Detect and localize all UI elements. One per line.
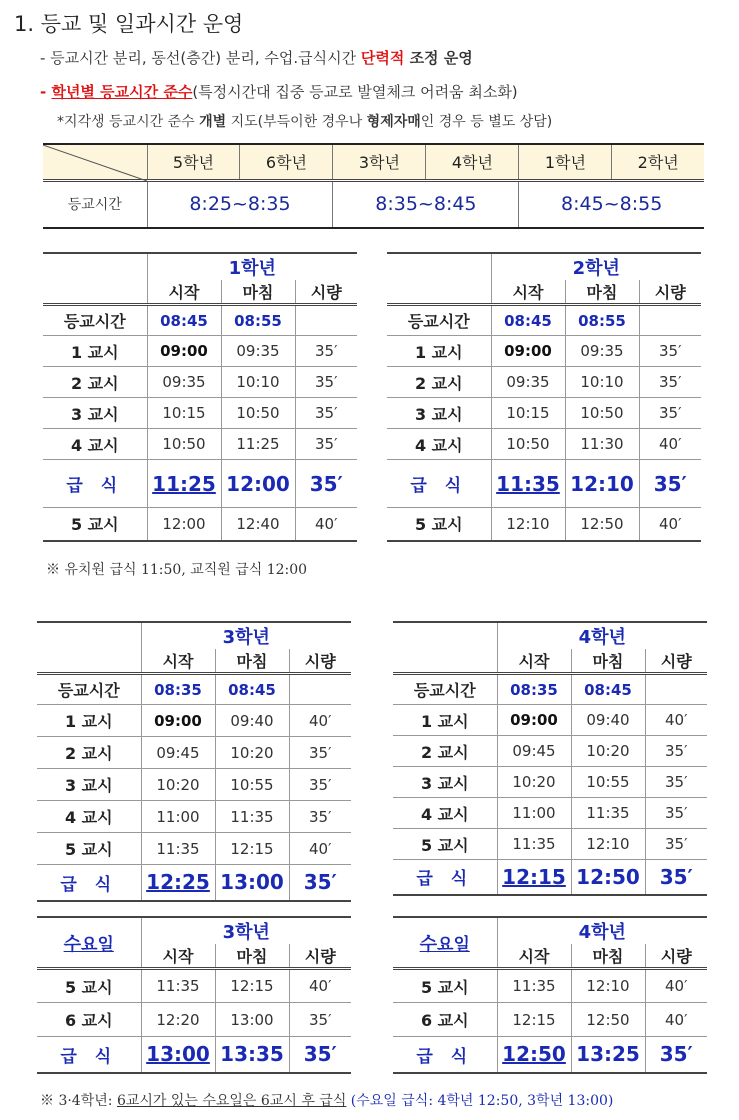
bullet-3-a: *지각생 등교시간 준수 bbox=[57, 114, 200, 130]
row-label: 5 교시 bbox=[393, 829, 497, 860]
col-start: 시작 bbox=[491, 280, 565, 305]
lunch-end: 13:00 bbox=[215, 865, 289, 901]
row-label: 등교시간 bbox=[387, 305, 491, 336]
cell-end: 09:40 bbox=[571, 705, 645, 736]
lunch-duration: 35′ bbox=[639, 460, 701, 508]
col-duration: 시량 bbox=[639, 280, 701, 305]
bullet-1 bbox=[40, 47, 473, 68]
row-label: 5 교시 bbox=[43, 508, 147, 541]
cell-end: 08:55 bbox=[221, 305, 295, 336]
col-duration: 시량 bbox=[289, 649, 351, 674]
cell-end: 10:50 bbox=[565, 398, 639, 429]
cell-start: 09:00 bbox=[497, 705, 571, 736]
lunch-label: 급 식 bbox=[393, 860, 497, 895]
lunch-duration: 35′ bbox=[645, 860, 707, 895]
wednesday-label bbox=[64, 935, 114, 955]
cell-duration: 40′ bbox=[289, 833, 351, 865]
cell-start: 10:20 bbox=[141, 769, 215, 801]
cell-start: 11:35 bbox=[497, 829, 571, 860]
grade3-schedule-table bbox=[37, 621, 351, 902]
cell-end: 08:45 bbox=[215, 674, 289, 705]
cell-end: 11:35 bbox=[215, 801, 289, 833]
bullet-3-d: 형제자매 bbox=[366, 114, 421, 130]
cell-duration: 40′ bbox=[639, 508, 701, 541]
cell-end: 10:20 bbox=[215, 737, 289, 769]
cell-duration: 40′ bbox=[639, 429, 701, 460]
row-label: 1 교시 bbox=[393, 705, 497, 736]
row-label: 등교시간 bbox=[43, 305, 147, 336]
bullet-1-tail: 조정 운영 bbox=[404, 49, 473, 67]
cell-end: 10:20 bbox=[571, 736, 645, 767]
grade-title: 3학년 bbox=[141, 622, 351, 649]
row-label: 5 교시 bbox=[37, 833, 141, 865]
row-label: 5 교시 bbox=[393, 969, 497, 1003]
cell-start: 09:00 bbox=[491, 336, 565, 367]
row-label: 1 교시 bbox=[387, 336, 491, 367]
col-duration: 시량 bbox=[289, 944, 351, 969]
bullet-2-emphasis: 학년별 등교시간 준수 bbox=[51, 83, 193, 101]
lunch-duration: 35′ bbox=[295, 460, 357, 508]
cell-duration: 35′ bbox=[295, 398, 357, 429]
wednesday-label-b: 요일 bbox=[81, 934, 114, 955]
cell-start: 09:45 bbox=[141, 737, 215, 769]
bullet-2-dash: - bbox=[40, 83, 52, 101]
cell-end: 13:00 bbox=[215, 1003, 289, 1037]
cell-duration: 40′ bbox=[289, 969, 351, 1003]
cell-end: 10:55 bbox=[215, 769, 289, 801]
col-duration: 시량 bbox=[295, 280, 357, 305]
cell-start: 11:00 bbox=[497, 798, 571, 829]
summary-grade: 6학년 bbox=[240, 144, 333, 180]
bullet-2 bbox=[40, 81, 518, 102]
cell-start: 11:35 bbox=[141, 969, 215, 1003]
lunch-label: 급 식 bbox=[37, 1037, 141, 1073]
cell-end: 10:10 bbox=[221, 367, 295, 398]
cell-start: 12:20 bbox=[141, 1003, 215, 1037]
lunch-start: 12:15 bbox=[497, 860, 571, 895]
cell-end: 10:50 bbox=[221, 398, 295, 429]
cell-start: 12:10 bbox=[491, 508, 565, 541]
summary-time: 8:35~8:45 bbox=[333, 180, 519, 228]
cell-start: 08:45 bbox=[491, 305, 565, 336]
cell-start: 10:15 bbox=[491, 398, 565, 429]
cell-end: 12:50 bbox=[565, 508, 639, 541]
col-duration: 시량 bbox=[645, 944, 707, 969]
summary-time: 8:45~8:55 bbox=[519, 180, 704, 228]
row-label: 5 교시 bbox=[387, 508, 491, 541]
col-end: 마침 bbox=[571, 649, 645, 674]
row-label: 등교시간 bbox=[37, 674, 141, 705]
cell-end: 12:15 bbox=[215, 969, 289, 1003]
col-end: 마침 bbox=[215, 649, 289, 674]
lunch-start: 12:25 bbox=[141, 865, 215, 901]
lunch-end: 12:10 bbox=[565, 460, 639, 508]
cell-start: 11:35 bbox=[141, 833, 215, 865]
cell-duration: 35′ bbox=[645, 736, 707, 767]
row-label: 3 교시 bbox=[43, 398, 147, 429]
wednesday-note-a: ※ 3·4학년: bbox=[40, 1093, 117, 1109]
cell-end: 09:35 bbox=[221, 336, 295, 367]
summary-grade: 5학년 bbox=[147, 144, 240, 180]
lunch-label: 급 식 bbox=[393, 1037, 497, 1073]
cell-start: 10:50 bbox=[147, 429, 221, 460]
wednesday-label-a: 수 bbox=[419, 933, 438, 955]
cell-duration bbox=[645, 674, 707, 705]
row-label: 3 교시 bbox=[37, 769, 141, 801]
summary-header-row bbox=[43, 144, 704, 180]
cell-duration: 35′ bbox=[639, 398, 701, 429]
cell-end: 10:55 bbox=[571, 767, 645, 798]
summary-grade: 3학년 bbox=[333, 144, 426, 180]
cell-duration: 35′ bbox=[639, 367, 701, 398]
cell-duration: 40′ bbox=[289, 705, 351, 737]
cell-start: 10:15 bbox=[147, 398, 221, 429]
wednesday-label-b: 요일 bbox=[437, 934, 470, 955]
bullet-1-emphasis: 단력적 bbox=[360, 49, 405, 67]
bullet-3-b: 개별 bbox=[199, 114, 227, 130]
col-start: 시작 bbox=[141, 944, 215, 969]
cell-start: 09:00 bbox=[141, 705, 215, 737]
row-label: 1 교시 bbox=[37, 705, 141, 737]
cell-duration: 35′ bbox=[295, 367, 357, 398]
cell-duration: 40′ bbox=[645, 1003, 707, 1037]
lunch-note: ※ 유치원 급식 11:50, 교직원 급식 12:00 bbox=[46, 562, 308, 578]
lunch-label: 급 식 bbox=[387, 460, 491, 508]
col-end: 마침 bbox=[215, 944, 289, 969]
cell-end: 10:10 bbox=[565, 367, 639, 398]
diagonal-cell bbox=[43, 144, 147, 180]
cell-duration: 40′ bbox=[645, 969, 707, 1003]
col-end: 마침 bbox=[221, 280, 295, 305]
cell-duration: 35′ bbox=[645, 798, 707, 829]
cell-duration: 35′ bbox=[645, 829, 707, 860]
col-start: 시작 bbox=[141, 649, 215, 674]
grade-title: 4학년 bbox=[497, 622, 707, 649]
row-label: 2 교시 bbox=[393, 736, 497, 767]
cell-end: 12:10 bbox=[571, 969, 645, 1003]
lunch-start: 13:00 bbox=[141, 1037, 215, 1073]
col-duration: 시량 bbox=[645, 649, 707, 674]
cell-duration: 35′ bbox=[289, 737, 351, 769]
grade-title: 1학년 bbox=[147, 253, 357, 280]
cell-start: 08:45 bbox=[147, 305, 221, 336]
diagonal-line-icon bbox=[43, 145, 147, 181]
cell-start: 12:15 bbox=[497, 1003, 571, 1037]
summary-time: 8:25~8:35 bbox=[147, 180, 333, 228]
lunch-label: 급 식 bbox=[43, 460, 147, 508]
cell-end: 12:50 bbox=[571, 1003, 645, 1037]
cell-duration: 35′ bbox=[639, 336, 701, 367]
lunch-end: 13:25 bbox=[571, 1037, 645, 1073]
lunch-duration: 35′ bbox=[289, 1037, 351, 1073]
cell-end: 11:30 bbox=[565, 429, 639, 460]
lunch-start: 11:35 bbox=[491, 460, 565, 508]
row-label: 2 교시 bbox=[387, 367, 491, 398]
cell-duration bbox=[639, 305, 701, 336]
lunch-duration: 35′ bbox=[289, 865, 351, 901]
grade-title: 2학년 bbox=[491, 253, 701, 280]
cell-duration: 35′ bbox=[295, 336, 357, 367]
row-label: 4 교시 bbox=[393, 798, 497, 829]
cell-start: 08:35 bbox=[141, 674, 215, 705]
row-label: 4 교시 bbox=[43, 429, 147, 460]
cell-duration bbox=[289, 674, 351, 705]
cell-duration: 35′ bbox=[289, 769, 351, 801]
wednesday-grade4-table bbox=[393, 916, 707, 1074]
col-start: 시작 bbox=[497, 944, 571, 969]
bullet-3 bbox=[57, 111, 552, 131]
grade-title: 3학년 bbox=[141, 917, 351, 944]
lunch-duration: 35′ bbox=[645, 1037, 707, 1073]
bullet-1-text: - 등교시간 분리, 동선(층간) 분리, 수업.급식시간 bbox=[40, 49, 361, 67]
cell-end: 08:45 bbox=[571, 674, 645, 705]
cell-end: 12:10 bbox=[571, 829, 645, 860]
wednesday-note-b: 6교시가 있는 수요일은 6교시 후 급식 bbox=[116, 1093, 347, 1109]
cell-start: 08:35 bbox=[497, 674, 571, 705]
row-label: 4 교시 bbox=[37, 801, 141, 833]
wednesday-label-a: 수 bbox=[63, 933, 82, 955]
wednesday-note-c: (수요일 급식: 4학년 12:50, 3학년 13:00) bbox=[346, 1093, 614, 1109]
lunch-start: 12:50 bbox=[497, 1037, 571, 1073]
cell-duration: 35′ bbox=[295, 429, 357, 460]
wednesday-grade3-table bbox=[37, 916, 351, 1074]
row-label: 6 교시 bbox=[37, 1003, 141, 1037]
cell-start: 11:00 bbox=[141, 801, 215, 833]
cell-duration: 35′ bbox=[289, 801, 351, 833]
cell-end: 09:40 bbox=[215, 705, 289, 737]
cell-start: 09:45 bbox=[497, 736, 571, 767]
summary-grade: 4학년 bbox=[426, 144, 519, 180]
cell-start: 09:35 bbox=[491, 367, 565, 398]
cell-end: 11:25 bbox=[221, 429, 295, 460]
lunch-end: 12:50 bbox=[571, 860, 645, 895]
col-start: 시작 bbox=[147, 280, 221, 305]
cell-start: 09:00 bbox=[147, 336, 221, 367]
row-label: 5 교시 bbox=[37, 969, 141, 1003]
cell-duration: 40′ bbox=[645, 705, 707, 736]
row-label: 1 교시 bbox=[43, 336, 147, 367]
row-label: 3 교시 bbox=[387, 398, 491, 429]
grade1-schedule-table bbox=[43, 252, 357, 542]
summary-time-row bbox=[43, 180, 704, 228]
grade2-schedule-table bbox=[387, 252, 701, 542]
cell-start: 11:35 bbox=[497, 969, 571, 1003]
cell-start: 10:20 bbox=[497, 767, 571, 798]
cell-duration: 40′ bbox=[295, 508, 357, 541]
row-label: 등교시간 bbox=[393, 674, 497, 705]
cell-end: 09:35 bbox=[565, 336, 639, 367]
row-label: 4 교시 bbox=[387, 429, 491, 460]
summary-grade: 2학년 bbox=[612, 144, 704, 180]
cell-start: 10:50 bbox=[491, 429, 565, 460]
summary-grade: 1학년 bbox=[519, 144, 612, 180]
cell-start: 09:35 bbox=[147, 367, 221, 398]
page-title: 1. 등교 및 일과시간 운영 bbox=[14, 12, 244, 36]
cell-end: 11:35 bbox=[571, 798, 645, 829]
cell-end: 12:15 bbox=[215, 833, 289, 865]
lunch-start: 11:25 bbox=[147, 460, 221, 508]
row-label: 3 교시 bbox=[393, 767, 497, 798]
grade-title: 4학년 bbox=[497, 917, 707, 944]
lunch-end: 12:00 bbox=[221, 460, 295, 508]
cell-end: 08:55 bbox=[565, 305, 639, 336]
col-end: 마침 bbox=[571, 944, 645, 969]
grade4-schedule-table bbox=[393, 621, 707, 896]
arrival-summary-table bbox=[43, 143, 704, 229]
cell-duration: 35′ bbox=[289, 1003, 351, 1037]
cell-end: 12:40 bbox=[221, 508, 295, 541]
cell-start: 12:00 bbox=[147, 508, 221, 541]
bullet-3-e: 인 경우 등 별도 상담) bbox=[420, 114, 553, 130]
bullet-3-c: 지도(부득이한 경우나 bbox=[226, 114, 367, 130]
row-label: 6 교시 bbox=[393, 1003, 497, 1037]
cell-duration bbox=[295, 305, 357, 336]
lunch-end: 13:35 bbox=[215, 1037, 289, 1073]
summary-row-label: 등교시간 bbox=[67, 197, 122, 214]
col-end: 마침 bbox=[565, 280, 639, 305]
col-start: 시작 bbox=[497, 649, 571, 674]
cell-duration: 35′ bbox=[645, 767, 707, 798]
wednesday-label bbox=[420, 935, 470, 955]
wednesday-note bbox=[40, 1090, 613, 1110]
lunch-label: 급 식 bbox=[37, 865, 141, 901]
row-label: 2 교시 bbox=[37, 737, 141, 769]
bullet-2-text: (특정시간대 집중 등교로 발열체크 어려움 최소화) bbox=[192, 83, 518, 101]
row-label: 2 교시 bbox=[43, 367, 147, 398]
